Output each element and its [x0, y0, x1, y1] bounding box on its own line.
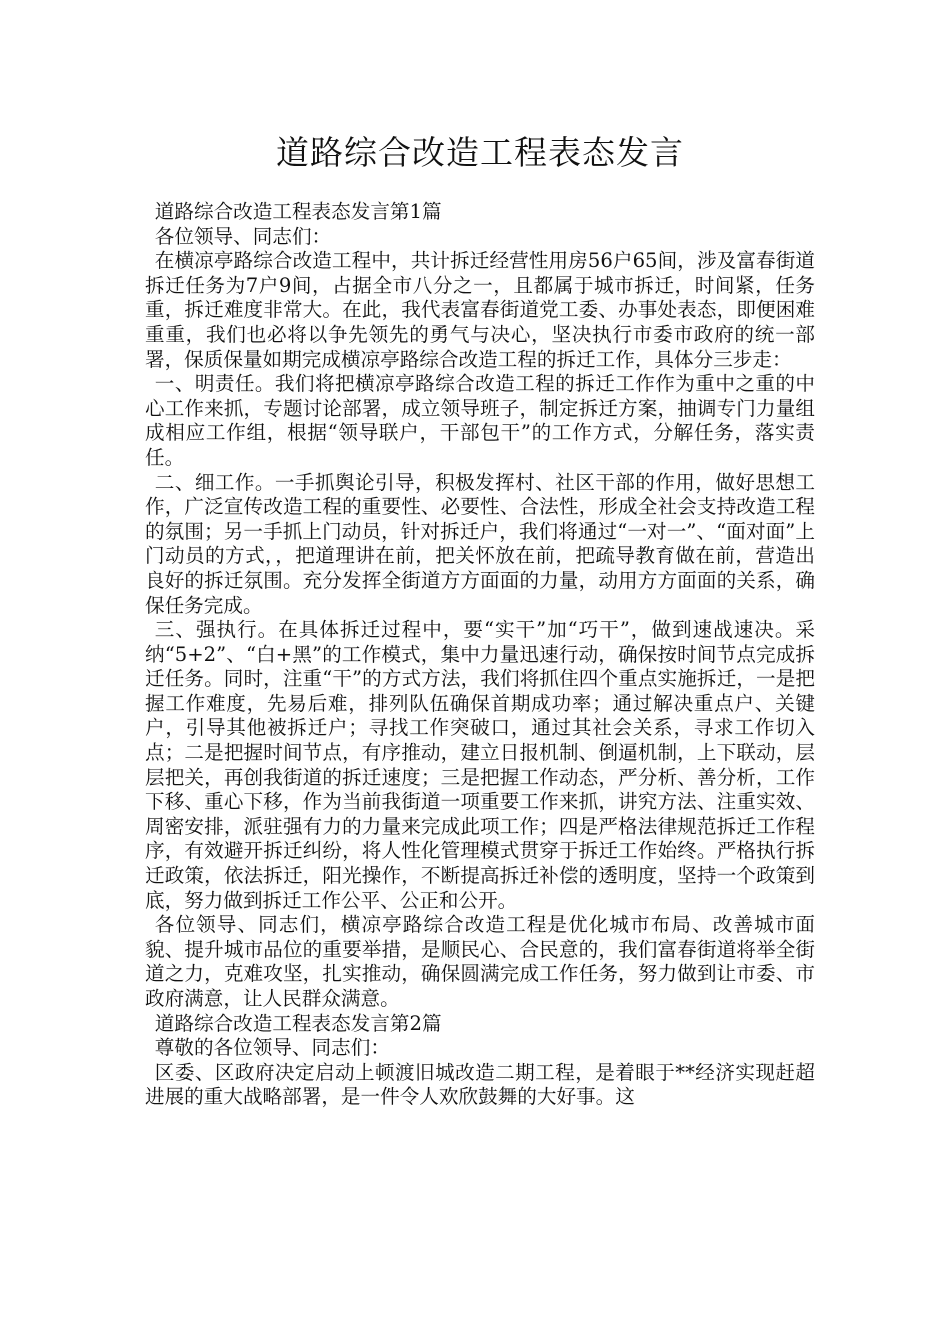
- section-heading-2: 道路综合改造工程表态发言第2篇: [154, 1011, 442, 1035]
- paragraph-closing: 各位领导、同志们，横凉亭路综合改造工程是优化城市布局、改善城市面貌、提升城市品位的重要举措，是顺民心、合民意的，我们富春街道将举全街道之力，克难攻坚，扎实推动，确保圆满完成工作任务，努力做到让市委、市政府满意，让人民群众满意。: [145, 913, 815, 1010]
- paragraph-second-intro: 区委、区政府决定启动上顿渡旧城改造二期工程，是着眼于**经济实现赶超进展的重大战略部署，是一件令人欢欣鼓舞的大好事。这: [145, 1060, 815, 1109]
- document-body: [145, 200, 815, 1110]
- document-page: [145, 0, 815, 1110]
- salutation-1: 各位领导、同志们：: [154, 224, 332, 248]
- section-heading-1: 道路综合改造工程表态发言第1篇: [154, 200, 442, 223]
- paragraph-step-3: 三、强执行。在具体拆迁过程中，要“实干”加“巧干”，做到速战速决。采纳“5+2”、“白+黑”的工作模式，集中力量迅速行动，确保按时间节点完成拆迁任务。同时，注重“干”的方式方法，我们将抓住四个重点实施拆迁，一是把握工作难度，先易后难，排列队伍确保首期成功率；通过解决重点户、关键户，引导其他被拆迁户；寻找工作突破口，通过其社会关系，寻求工作切入点；二是把握时间节点，有序推动，建立日报机制、倒逼机制，上下联动，层层把关，再创我街道的拆迁速度；三是把握工作动态，严分析、善分析，工作下移、重心下移，作为当前我街道一项重要工作来抓，讲究方法、注重实效、周密安排，派驻强有力的力量来完成此项工作；四是严格法律规范拆迁工作程序，有效避开拆迁纠纷，将人性化管理模式贯穿于拆迁工作始终。严格执行拆迁政策，依法拆迁，阳光操作，不断提高拆迁补偿的透明度，坚持一个政策到底，努力做到拆迁工作公平、公正和公开。: [145, 618, 815, 912]
- document-title: 道路综合改造工程表态发言: [276, 133, 684, 172]
- paragraph-intro: 在横凉亭路综合改造工程中，共计拆迁经营性用房56户65间，涉及富春街道拆迁任务为7户9间，占据全市八分之一，且都属于城市拆迁，时间紧，任务重，拆迁难度非常大。在此，我代表富春街道党工委、办事处表态，即便困难重重，我们也必将以争先领先的勇气与决心，坚决执行市委市政府的统一部署，保质保量如期完成横凉亭路综合改造工程的拆迁工作，具体分三步走：: [145, 249, 815, 371]
- paragraph-step-1: 一、明责任。我们将把横凉亭路综合改造工程的拆迁工作作为重中之重的中心工作来抓，专题讨论部署，成立领导班子，制定拆迁方案，抽调专门力量组成相应工作组，根据“领导联户，干部包干”的工作方式，分解任务，落实责任。: [145, 372, 815, 469]
- salutation-2: 尊敬的各位领导、同志们：: [154, 1036, 390, 1060]
- paragraph-step-2: 二、细工作。一手抓舆论引导，积极发挥村、社区干部的作用，做好思想工作，广泛宣传改造工程的重要性、必要性、合法性，形成全社会支持改造工程的氛围；另一手抓上门动员，针对拆迁户，我们将通过“一对一”、“面对面”上门动员的方式，，把道理讲在前，把关怀放在前，把疏导教育做在前，营造出良好的拆迁氛围。充分发挥全街道方方面面的力量，动用方方面面的关系，确保任务完成。: [145, 470, 815, 617]
